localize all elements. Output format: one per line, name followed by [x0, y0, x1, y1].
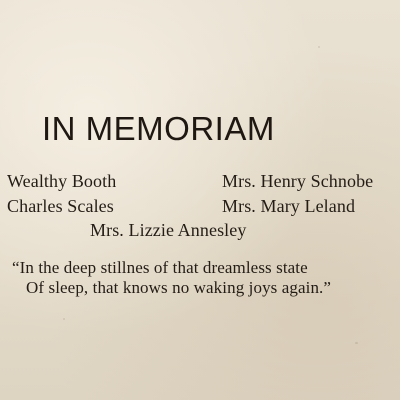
paper-speck — [355, 342, 358, 344]
verse-line-2: Of sleep, that knows no waking joys again.” — [26, 278, 332, 297]
name-mary-leland: Mrs. Mary Leland — [222, 196, 356, 216]
name-lizzie-annesley: Mrs. Lizzie Annesley — [90, 220, 247, 240]
name-henry-schnobe: Mrs. Henry Schnobe — [222, 171, 374, 191]
name-wealthy-booth: Wealthy Booth — [7, 171, 117, 191]
verse-line-1: “In the deep stillnes of that dreamless state — [12, 258, 308, 277]
paper-speck — [63, 318, 65, 320]
paper-speck — [318, 46, 320, 48]
name-charles-scales: Charles Scales — [7, 196, 114, 216]
memoriam-heading: IN MEMORIAM — [42, 110, 275, 147]
